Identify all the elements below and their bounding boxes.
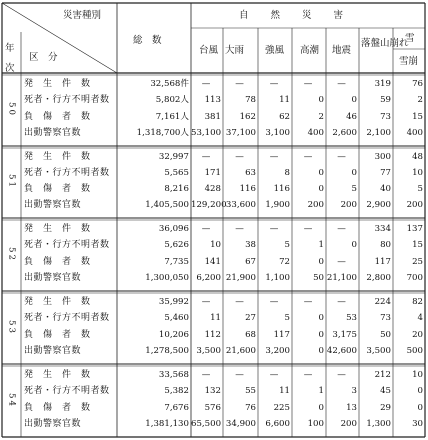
data-cell: 1,381,130 <box>145 418 189 429</box>
data-cell: — <box>269 152 279 162</box>
data-cell: 36,096 <box>158 224 189 234</box>
row-label: 負 傷 者 数 <box>24 329 91 340</box>
data-cell: — <box>201 152 211 162</box>
data-cell: 224 <box>374 297 391 307</box>
data-cell: 300 <box>374 152 391 162</box>
data-cell: 381 <box>204 111 221 122</box>
data-cell: 117 <box>374 256 391 267</box>
data-cell: — <box>337 370 346 380</box>
data-cell: 1,900 <box>265 200 290 210</box>
data-cell: — <box>337 224 346 234</box>
data-cell: — <box>269 297 279 307</box>
data-cell: 30 <box>412 418 423 429</box>
data-cell: — <box>201 370 211 380</box>
data-cell: 73 <box>380 313 391 324</box>
data-cell: — <box>235 152 244 162</box>
data-cell: 1 <box>318 240 324 251</box>
data-cell: 1,300 <box>366 418 391 429</box>
data-cell: 1,100 <box>265 272 290 283</box>
data-cell: 38 <box>245 240 256 251</box>
year-label: 54 <box>6 392 17 408</box>
data-cell: 50 <box>380 329 391 340</box>
data-cell: 2 <box>318 111 324 122</box>
data-cell: 0 <box>318 313 324 324</box>
data-cell: — <box>235 370 244 380</box>
data-cell: 1,278,500 <box>145 345 189 356</box>
data-cell: — <box>303 370 313 380</box>
data-cell: 72 <box>279 256 290 267</box>
header-ji: 次 <box>5 63 15 74</box>
header-heavy-rain: 大雨 <box>225 45 245 56</box>
row-label: 死者・行方不明者数 <box>24 168 110 178</box>
data-cell: 141 <box>204 256 221 267</box>
data-cell: — <box>201 224 211 234</box>
data-cell: 32,997 <box>158 152 189 162</box>
data-cell: 0 <box>318 95 324 106</box>
header-earthquake: 地震 <box>332 45 352 56</box>
data-cell: 50 <box>313 272 324 283</box>
data-cell: 68 <box>245 329 256 340</box>
data-cell: 27 <box>245 313 256 324</box>
data-cell: 500 <box>406 345 423 356</box>
data-cell: 67 <box>245 256 256 267</box>
data-cell: 15 <box>412 111 423 122</box>
row-label: 発 生 件 数 <box>24 79 91 89</box>
row-label: 死者・行方不明者数 <box>24 386 110 397</box>
row-label: 発 生 件 数 <box>24 152 91 162</box>
data-cell: 0 <box>318 168 324 178</box>
data-cell: 82 <box>412 297 423 307</box>
row-label: 出動警察官数 <box>24 272 82 283</box>
row-label: 死者・行方不明者数 <box>24 95 110 106</box>
data-cell: 10 <box>210 240 221 251</box>
data-cell: 5,626 <box>164 240 189 251</box>
data-cell: — <box>303 152 313 162</box>
data-cell: 0 <box>417 386 423 397</box>
data-cell: 21,100 <box>326 272 357 283</box>
data-cell: — <box>303 79 313 89</box>
row-label: 出動警察官数 <box>24 127 82 138</box>
data-cell: 137 <box>406 224 423 234</box>
data-cell: 42,600 <box>326 345 357 356</box>
data-cell: 3,500 <box>196 345 221 356</box>
data-cell: 0 <box>417 402 423 413</box>
row-label: 負 傷 者 数 <box>24 256 91 267</box>
data-cell: 2,800 <box>366 272 391 283</box>
header-typhoon: 台風 <box>199 45 219 56</box>
data-cell: 20 <box>412 329 423 340</box>
data-cell: 76 <box>245 402 256 413</box>
data-cell: — <box>269 370 279 380</box>
data-cell: 5 <box>417 184 423 194</box>
data-cell: 46 <box>346 111 357 122</box>
year-label: 53 <box>6 319 17 335</box>
data-cell: 73 <box>380 111 391 122</box>
data-cell: 32,568件 <box>150 79 189 89</box>
data-cell: 11 <box>210 313 221 324</box>
data-cell: 5,802人 <box>155 95 189 106</box>
data-cell: 113 <box>204 95 221 106</box>
data-cell: — <box>303 224 313 234</box>
data-cell: 76 <box>412 79 423 89</box>
data-cell: — <box>303 297 313 307</box>
data-cell: 5,382 <box>164 386 189 397</box>
row-label: 出動警察官数 <box>24 418 82 429</box>
data-cell: 0 <box>318 402 324 413</box>
data-cell: 2,100 <box>366 127 391 138</box>
row-label: 発 生 件 数 <box>24 224 91 234</box>
row-label: 死者・行方不明者数 <box>24 240 110 251</box>
data-cell: — <box>201 297 211 307</box>
data-cell: 7,161人 <box>155 111 189 122</box>
data-cell: 3,175 <box>332 329 357 340</box>
data-cell: 15 <box>412 240 423 251</box>
data-cell: 45 <box>380 386 391 397</box>
data-cell: 5 <box>284 313 290 324</box>
data-cell: 117 <box>273 329 290 340</box>
data-cell: 40 <box>380 184 391 194</box>
data-cell: 0 <box>351 95 357 106</box>
data-cell: 53,100 <box>191 127 222 138</box>
header-strong-wind: 強風 <box>265 45 285 56</box>
header-disaster-type: 災害種別 <box>63 10 102 21</box>
data-cell: 8,216 <box>164 184 189 194</box>
header-nen: 年 <box>5 43 15 54</box>
data-cell: 11 <box>279 386 290 397</box>
row-label: 出動警察官数 <box>24 200 82 210</box>
row-label: 出動警察官数 <box>24 345 82 356</box>
row-label: 負 傷 者 数 <box>24 402 91 413</box>
data-cell: 13 <box>346 402 357 413</box>
data-cell: 1,300,050 <box>145 272 189 283</box>
data-cell: 33,568 <box>158 370 189 380</box>
header-high-tide: 高潮 <box>300 45 320 56</box>
data-cell: 1 <box>318 386 324 397</box>
data-cell: — <box>337 152 346 162</box>
header-avalanche: 雪崩 <box>399 56 419 67</box>
header-landslide <box>361 35 409 52</box>
data-cell: 5 <box>351 184 357 194</box>
data-cell: 25 <box>412 256 423 267</box>
data-cell: — <box>269 224 279 234</box>
data-cell: 112 <box>204 329 221 340</box>
data-cell: 3,500 <box>366 345 391 356</box>
data-cell: 3,200 <box>265 345 290 356</box>
data-cell: 428 <box>204 184 221 194</box>
row-label: 発 生 件 数 <box>24 297 91 307</box>
data-cell: 11 <box>279 95 290 106</box>
data-cell: 80 <box>380 240 391 251</box>
data-cell: 5,460 <box>164 313 189 324</box>
data-cell: 34,900 <box>225 418 256 429</box>
data-cell: — <box>235 224 244 234</box>
data-cell: — <box>201 79 211 89</box>
row-label: 負 傷 者 数 <box>24 184 91 194</box>
year-label: 50 <box>6 101 17 117</box>
header-natural-disaster: 自 然 災 害 <box>239 10 345 21</box>
data-cell: 5,565 <box>164 168 189 178</box>
data-cell: 2,900 <box>366 200 391 210</box>
data-cell: 212 <box>374 370 391 380</box>
data-cell: 0 <box>318 184 324 194</box>
data-cell: 5 <box>284 240 290 251</box>
disaster-statistics-table <box>1 2 426 438</box>
row-label: 発 生 件 数 <box>24 370 91 380</box>
data-cell: 0 <box>318 345 324 356</box>
data-cell: 132 <box>204 386 221 397</box>
data-cell: 4 <box>417 313 423 324</box>
data-cell: 2,600 <box>332 127 357 138</box>
data-cell: 53 <box>346 313 357 324</box>
data-cell: 37,100 <box>225 127 256 138</box>
data-cell: 400 <box>307 127 324 138</box>
header-total: 総 数 <box>133 35 162 46</box>
data-cell: 7,735 <box>164 256 189 267</box>
data-cell: 200 <box>340 418 357 429</box>
data-cell: 6,200 <box>196 272 221 283</box>
data-cell: 6,600 <box>265 418 290 429</box>
data-cell: 0 <box>351 168 357 178</box>
data-cell: 21,600 <box>225 345 256 356</box>
data-cell: 0 <box>318 256 324 267</box>
data-cell: 59 <box>380 95 391 106</box>
data-cell: 319 <box>374 79 391 89</box>
data-cell: — <box>337 79 346 89</box>
data-cell: 62 <box>279 111 290 122</box>
data-cell: 10 <box>412 168 423 178</box>
data-cell: 29 <box>380 402 391 413</box>
data-cell: 162 <box>239 111 256 122</box>
data-cell: 129,200 <box>191 200 227 210</box>
data-cell: 2 <box>417 95 423 106</box>
header-kubun: 区 分 <box>29 52 58 63</box>
data-cell: 3 <box>351 386 357 397</box>
data-cell: — <box>235 297 244 307</box>
data-cell: — <box>337 256 346 267</box>
data-cell: 400 <box>406 127 423 138</box>
data-cell: 21,900 <box>225 272 256 283</box>
data-cell: 700 <box>406 272 423 283</box>
data-cell: 8 <box>284 168 290 178</box>
data-cell: 576 <box>204 402 221 413</box>
data-cell: 10 <box>412 370 423 380</box>
data-cell: 55 <box>245 386 256 397</box>
row-label: 死者・行方不明者数 <box>24 313 110 324</box>
data-cell: 334 <box>374 224 391 234</box>
data-cell: 225 <box>273 402 290 413</box>
data-cell: 78 <box>245 95 256 106</box>
data-cell: 63 <box>245 168 256 178</box>
data-cell: 0 <box>318 329 324 340</box>
data-cell: 200 <box>406 200 423 210</box>
data-cell: 10,206 <box>158 329 189 340</box>
data-cell: 116 <box>273 184 290 194</box>
header-snow: 雪 <box>405 33 415 44</box>
data-cell: — <box>235 79 244 89</box>
data-cell: 1,318,700人 <box>136 127 189 138</box>
data-cell: 200 <box>340 200 357 210</box>
data-cell: 48 <box>412 152 423 162</box>
data-cell: 33,600 <box>225 200 256 210</box>
data-cell: 3,100 <box>265 127 290 138</box>
row-label: 負 傷 者 数 <box>24 111 91 122</box>
year-label: 52 <box>6 246 17 262</box>
data-cell: 0 <box>351 240 357 251</box>
data-cell: 100 <box>307 418 324 429</box>
data-cell: 7,676 <box>164 402 189 413</box>
year-label: 51 <box>6 174 17 189</box>
data-cell: 65,500 <box>191 418 222 429</box>
data-cell: 200 <box>307 200 324 210</box>
data-cell: — <box>337 297 346 307</box>
data-cell: 116 <box>239 184 256 194</box>
data-cell: — <box>269 79 279 89</box>
header-landslide-text: 落盤山崩れ <box>361 38 409 49</box>
data-cell: 35,992 <box>158 297 189 307</box>
data-cell: 1,405,500 <box>145 200 189 210</box>
data-cell: 171 <box>204 168 221 178</box>
data-cell: 77 <box>380 168 391 178</box>
